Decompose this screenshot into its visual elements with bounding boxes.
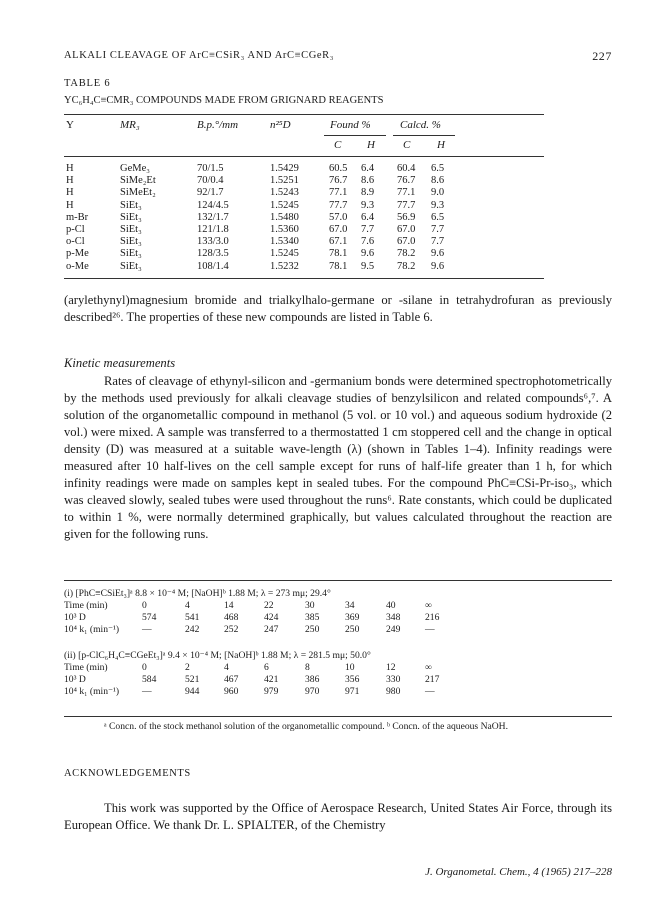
cell-calcd-h: 7.7 [431, 224, 445, 235]
cell-y: o-Me [66, 260, 89, 272]
cell-bp: 70/1.5 [197, 163, 224, 174]
cell-nd: 1.5480 [270, 211, 299, 223]
run-cell: 330 [386, 674, 401, 685]
run-row-label: 10³ D [64, 674, 86, 685]
run-cell: — [425, 686, 435, 697]
table-header-rule [64, 156, 544, 157]
running-header [64, 50, 612, 66]
cell-calcd-h: 6.5 [431, 211, 445, 223]
found-h-header: H [367, 139, 375, 151]
run-cell: 242 [185, 624, 200, 635]
run-cell: 10 [345, 662, 355, 673]
run-row-label: Time (min) [64, 662, 108, 673]
found-subrule [324, 135, 386, 136]
run-cell: — [142, 686, 152, 697]
cell-y: o-Cl [66, 236, 85, 248]
cell-found-h: 9.6 [361, 248, 375, 260]
cell-found-c: 76.7 [329, 175, 348, 187]
cell-found-h: 8.6 [361, 175, 375, 187]
runs-top-rule [64, 580, 612, 581]
cell-found-h: 7.7 [361, 224, 375, 235]
found-c-header: C [334, 139, 342, 151]
table-bottom-rule [64, 278, 544, 279]
cell-nd: 1.5251 [270, 175, 299, 187]
run-cell: 4 [224, 662, 229, 673]
cell-y: m-Br [66, 211, 89, 223]
run-cell: 468 [224, 612, 239, 623]
cell-bp: 121/1.8 [197, 224, 229, 235]
run-cell: 34 [345, 600, 355, 611]
run-cell: 521 [185, 674, 200, 685]
cell-y: H [66, 199, 74, 211]
cell-nd: 1.5245 [270, 199, 299, 211]
run-cell: — [425, 624, 435, 635]
col-nd-header: n²⁵D [270, 119, 291, 131]
paragraph-kinetic-text: Rates of cleavage of ethynyl-silicon and -germanium bonds were determined spectrophotometrically by the methods used previously for alkali cleavage studies of benzylsilicon and related compounds⁶,⁷. A solution of the organometallic compound in methanol (5 vol. or 10 vol.) and aqueous sodium hydroxide (2 vol.) were mixed. A sample was transferred to a thermostatted 1 cm stoppered cell and the change in optical density (D) was measured at a suitable wave-length (λ) (shown in Tables 1–4). Infinity readings were measured after 10 half-lives on the cell sample except for runs of half-life greater than 1 h, for which infinity readings were made on samples kept in sealed tubes. For the compound PhC≡CSi-Pr-iso₃, which was cleaved slowly, sealed tubes were used throughout the runs⁶. Rate constants, which could be duplicated to within 1 %, were normally determined graphically, but values calculated throughout the reaction are given for the following runs. [64, 374, 612, 541]
cell-calcd-h: 8.6 [431, 175, 445, 187]
run-cell: 467 [224, 674, 239, 685]
cell-found-c: 78.1 [329, 248, 348, 260]
table-top-rule [64, 114, 544, 115]
running-title: ALKALI CLEAVAGE OF ArC≡CSiR₃ AND ArC≡CGeR₃ [64, 50, 335, 61]
run-cell: 250 [305, 624, 320, 635]
cell-mr3: GeMe₃ [120, 163, 150, 174]
cell-calcd-c: 60.4 [397, 163, 416, 174]
cell-found-c: 67.0 [329, 224, 348, 235]
run-title: (ii) [p-ClC₆H₄C≡CGeEt₃]ᵃ 9.4 × 10⁻⁴ M; [NaOH]ᵇ 1.88 M; λ = 281.5 mμ; 50.0° [64, 650, 371, 661]
cell-mr3: SiMe₂Et [120, 175, 156, 187]
cell-found-c: 77.1 [329, 187, 348, 199]
paragraph-intro [64, 292, 612, 326]
cell-mr3: SiEt₃ [120, 224, 142, 235]
cell-mr3: SiEt₃ [120, 199, 142, 211]
run-cell: 574 [142, 612, 157, 623]
run-cell: 250 [345, 624, 360, 635]
run-cell: 386 [305, 674, 320, 685]
cell-calcd-c: 76.7 [397, 175, 416, 187]
acknowledgements-text [64, 800, 612, 834]
journal-citation: J. Organometal. Chem., 4 (1965) 217–228 [425, 866, 612, 878]
cell-found-c: 78.1 [329, 260, 348, 272]
calcd-h-header: H [437, 139, 445, 151]
cell-calcd-h: 9.6 [431, 260, 445, 272]
runs-footnote: ᵃ Concn. of the stock methanol solution of the organometallic compound. ᵇ Concn. of the aqueous NaOH. [104, 721, 509, 732]
run-cell: 424 [264, 612, 279, 623]
cell-bp: 108/1.4 [197, 260, 229, 272]
page-number: 227 [592, 49, 612, 63]
run-cell: 348 [386, 612, 401, 623]
cell-y: H [66, 163, 74, 174]
run-cell: 971 [345, 686, 360, 697]
cell-y: H [66, 187, 74, 199]
run-cell: 40 [386, 600, 396, 611]
col-calcd-header: Calcd. % [400, 119, 441, 131]
calcd-subrule [393, 135, 455, 136]
cell-nd: 1.5429 [270, 163, 299, 174]
run-cell: 2 [185, 662, 190, 673]
run-cell: ∞ [425, 662, 432, 673]
runs-bottom-rule [64, 716, 612, 717]
cell-calcd-h: 9.3 [431, 199, 445, 211]
cell-calcd-h: 9.0 [431, 187, 445, 199]
cell-found-h: 9.5 [361, 260, 375, 272]
cell-mr3: SiEt₃ [120, 236, 142, 248]
cell-bp: 133/3.0 [197, 236, 229, 248]
paragraph-intro-text: (arylethynyl)magnesium bromide and trialkylhalo-germane or -silane in tetrahydrofuran as previously described²⁶. The properties of these new compounds are listed in Table 6. [64, 293, 612, 324]
run-cell: 217 [425, 674, 440, 685]
run-cell: 369 [345, 612, 360, 623]
cell-nd: 1.5232 [270, 260, 299, 272]
col-found-header: Found % [330, 119, 371, 131]
paragraph-kinetic [64, 373, 612, 543]
run-cell: 356 [345, 674, 360, 685]
table-label: TABLE 6 [64, 78, 111, 89]
cell-nd: 1.5243 [270, 187, 299, 199]
run-cell: — [142, 624, 152, 635]
cell-calcd-c: 78.2 [397, 248, 416, 260]
cell-bp: 70/0.4 [197, 175, 224, 187]
cell-found-c: 77.7 [329, 199, 348, 211]
run-cell: 247 [264, 624, 279, 635]
cell-calcd-c: 56.9 [397, 211, 416, 223]
cell-bp: 128/3.5 [197, 248, 229, 260]
run-cell: 216 [425, 612, 440, 623]
cell-calcd-h: 7.7 [431, 236, 445, 248]
cell-y: p-Cl [66, 224, 85, 235]
run-row-label: Time (min) [64, 600, 108, 611]
run-cell: 0 [142, 600, 147, 611]
run-cell: ∞ [425, 600, 432, 611]
table-caption: YC₆H₄C≡CMR₃ COMPOUNDS MADE FROM GRIGNARD REAGENTS [64, 95, 384, 106]
run-cell: 30 [305, 600, 315, 611]
cell-found-h: 7.6 [361, 236, 375, 248]
cell-bp: 92/1.7 [197, 187, 224, 199]
run-cell: 22 [264, 600, 274, 611]
cell-found-c: 60.5 [329, 163, 348, 174]
cell-calcd-h: 9.6 [431, 248, 445, 260]
run-row-label: 10³ D [64, 612, 86, 623]
cell-mr3: SiEt₃ [120, 260, 142, 272]
cell-calcd-c: 67.0 [397, 236, 416, 248]
calcd-c-header: C [403, 139, 411, 151]
cell-calcd-c: 78.2 [397, 260, 416, 272]
run-cell: 252 [224, 624, 239, 635]
cell-mr3: SiMeEt₂ [120, 187, 156, 199]
cell-calcd-h: 6.5 [431, 163, 445, 174]
run-cell: 979 [264, 686, 279, 697]
cell-mr3: SiEt₃ [120, 248, 142, 260]
cell-mr3: SiEt₃ [120, 211, 142, 223]
cell-found-c: 67.1 [329, 236, 348, 248]
run-cell: 249 [386, 624, 401, 635]
run-cell: 6 [264, 662, 269, 673]
cell-bp: 124/4.5 [197, 199, 229, 211]
col-mr3-header: MR₃ [120, 119, 140, 131]
cell-y: H [66, 175, 74, 187]
cell-calcd-c: 77.7 [397, 199, 416, 211]
cell-calcd-c: 77.1 [397, 187, 416, 199]
cell-y: p-Me [66, 248, 89, 260]
run-cell: 12 [386, 662, 396, 673]
run-cell: 970 [305, 686, 320, 697]
cell-bp: 132/1.7 [197, 211, 229, 223]
run-cell: 541 [185, 612, 200, 623]
run-cell: 421 [264, 674, 279, 685]
cell-found-h: 6.4 [361, 211, 375, 223]
cell-found-h: 6.4 [361, 163, 375, 174]
acknowledgements-heading: ACKNOWLEDGEMENTS [64, 768, 191, 779]
cell-calcd-c: 67.0 [397, 224, 416, 235]
cell-nd: 1.5340 [270, 236, 299, 248]
run-title: (i) [PhC≡CSiEt₃]ᵃ 8.8 × 10⁻⁴ M; [NaOH]ᵇ 1.88 M; λ = 273 mμ; 29.4° [64, 588, 331, 599]
section-heading-kinetic: Kinetic measurements [64, 356, 176, 370]
run-row-label: 10⁴ k₁ (min⁻¹) [64, 624, 120, 635]
acknowledgements-paragraph: This work was supported by the Office of Aerospace Research, United States Air Force, through its European Office. We thank Dr. L. SPIALTER, of the Chemistry [64, 801, 612, 832]
run-cell: 4 [185, 600, 190, 611]
run-cell: 944 [185, 686, 200, 697]
cell-found-h: 9.3 [361, 199, 375, 211]
run-cell: 8 [305, 662, 310, 673]
run-cell: 14 [224, 600, 234, 611]
run-row-label: 10⁴ k₁ (min⁻¹) [64, 686, 120, 697]
run-cell: 960 [224, 686, 239, 697]
cell-found-h: 8.9 [361, 187, 375, 199]
run-cell: 584 [142, 674, 157, 685]
run-cell: 0 [142, 662, 147, 673]
run-cell: 980 [386, 686, 401, 697]
cell-found-c: 57.0 [329, 211, 348, 223]
col-y-header: Y [66, 119, 74, 131]
col-bp-header: B.p.°/mm [197, 119, 239, 131]
cell-nd: 1.5245 [270, 248, 299, 260]
run-cell: 385 [305, 612, 320, 623]
cell-nd: 1.5360 [270, 224, 299, 235]
